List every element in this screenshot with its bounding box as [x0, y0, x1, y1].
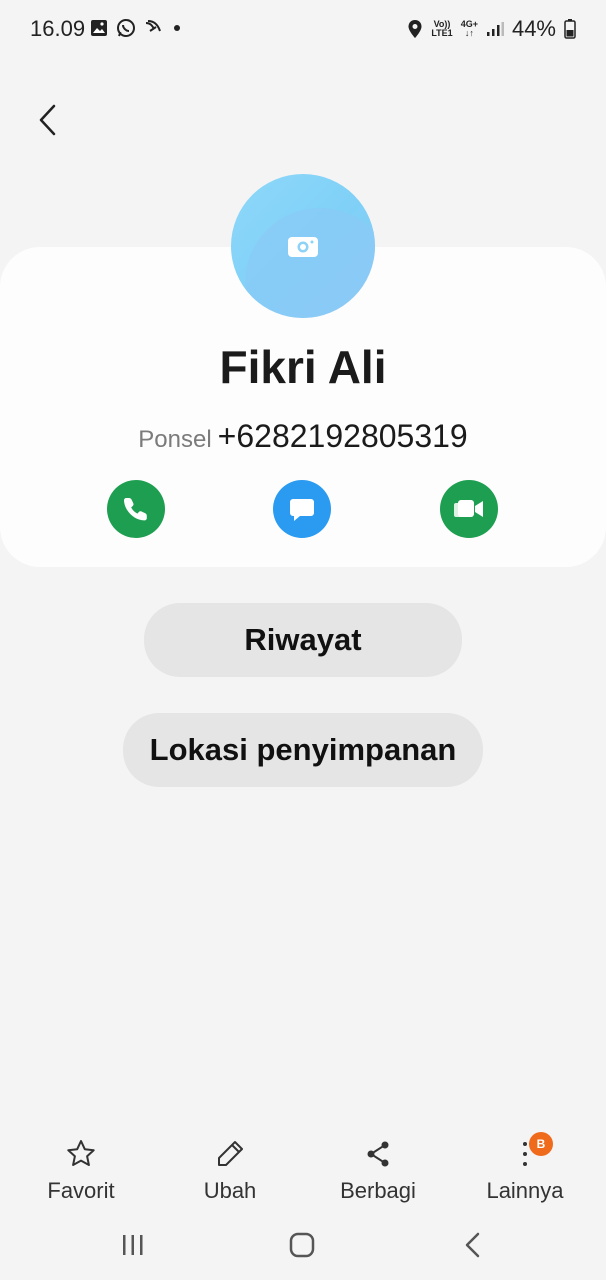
- app-notification-icon: [144, 19, 164, 37]
- share-label: Berbagi: [340, 1178, 416, 1203]
- video-camera-icon: [453, 497, 485, 521]
- network-indicator: 4G+ ↓↑: [460, 19, 478, 38]
- gallery-icon: [90, 19, 108, 37]
- phone-type-label: Ponsel: [138, 426, 212, 453]
- message-icon: [288, 495, 316, 523]
- phone-icon: [122, 495, 150, 523]
- camera-icon: [286, 233, 320, 259]
- dot-icon: [172, 23, 182, 33]
- favorite-button[interactable]: [21, 1138, 141, 1204]
- contact-name: Fikri Ali: [219, 341, 387, 393]
- system-back-button[interactable]: [448, 1230, 498, 1260]
- back-button[interactable]: [30, 100, 66, 140]
- phone-number[interactable]: +6282192805319: [217, 418, 468, 454]
- share-icon: [362, 1138, 394, 1170]
- edit-button[interactable]: [170, 1138, 290, 1204]
- message-button[interactable]: [273, 480, 331, 538]
- battery-icon: [564, 19, 576, 39]
- call-button[interactable]: [107, 480, 165, 538]
- video-call-button[interactable]: [440, 480, 498, 538]
- signal-icon: [486, 21, 504, 37]
- star-icon: [65, 1138, 97, 1170]
- volte-indicator: Vo)) LTE1: [431, 19, 453, 38]
- share-button[interactable]: [318, 1138, 438, 1204]
- status-time: 16.09: [30, 16, 86, 41]
- pencil-icon: [214, 1138, 246, 1170]
- home-icon: [289, 1232, 315, 1258]
- battery-percentage: 44%: [511, 16, 556, 41]
- history-button[interactable]: Riwayat: [144, 603, 462, 677]
- back-arrow-icon: [38, 104, 58, 136]
- notification-badge: B: [529, 1132, 553, 1156]
- storage-location-button[interactable]: Lokasi penyimpanan: [123, 713, 483, 787]
- location-icon: [407, 19, 423, 39]
- edit-label: Ubah: [203, 1178, 257, 1203]
- recent-apps-icon: [120, 1233, 146, 1257]
- favorite-label: Favorit: [47, 1178, 115, 1203]
- more-label: Lainnya: [486, 1178, 564, 1203]
- whatsapp-icon: [116, 18, 136, 38]
- more-button[interactable]: [465, 1138, 585, 1204]
- recent-apps-button[interactable]: [108, 1230, 158, 1260]
- home-button[interactable]: [277, 1230, 327, 1260]
- phone-row[interactable]: [0, 418, 606, 455]
- status-system-icons: [407, 16, 576, 42]
- status-notification-icons: [90, 18, 182, 38]
- contact-avatar[interactable]: [231, 174, 375, 318]
- system-back-icon: [464, 1232, 482, 1258]
